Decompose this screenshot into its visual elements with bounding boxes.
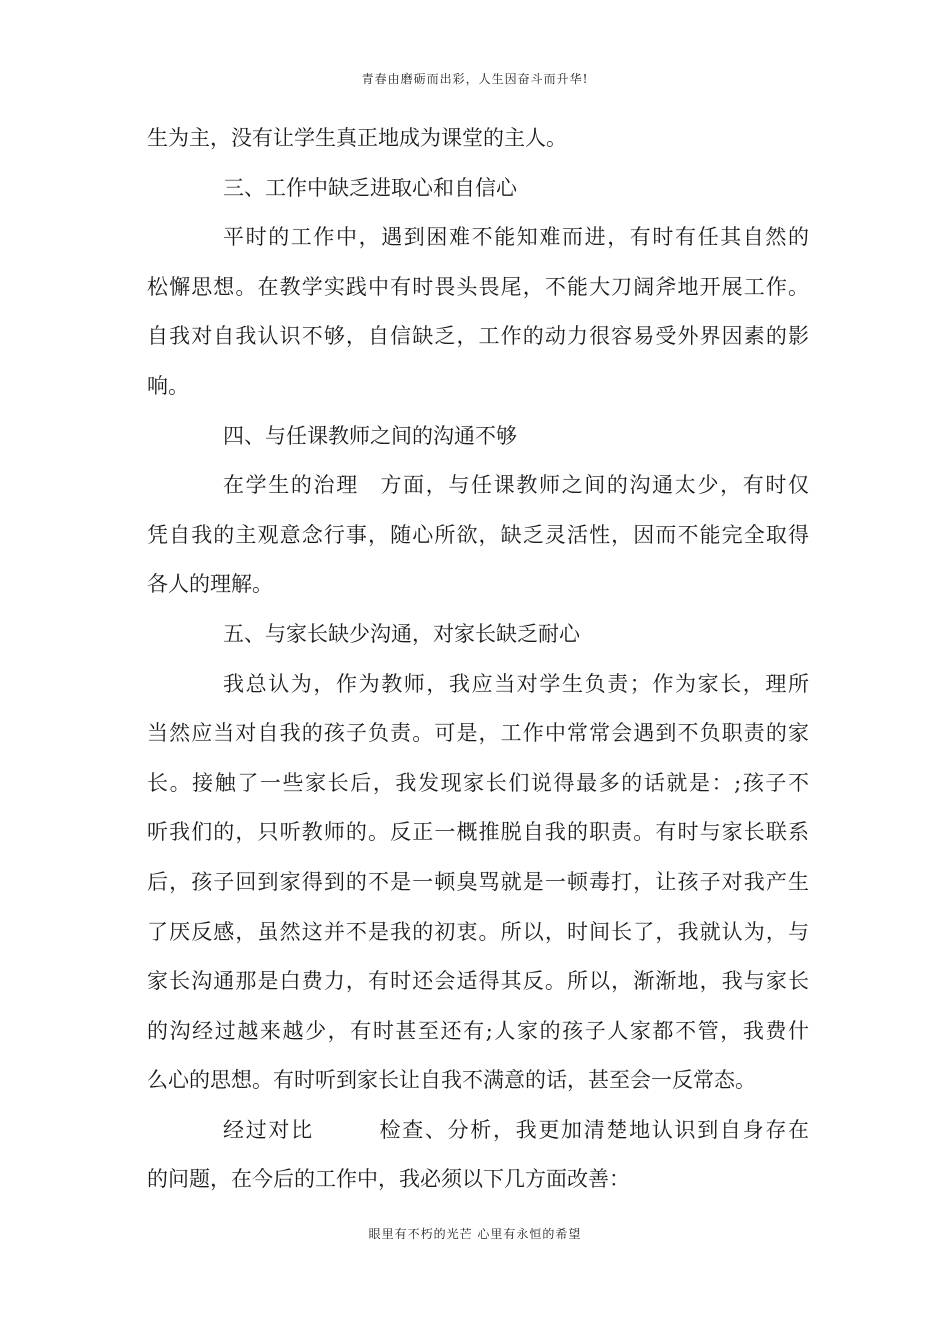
text-line: 的沟经过越来越少，有时甚至还有;人家的孩子人家都不管，我费什 — [147, 1018, 809, 1043]
text-line: 自我对自我认识不够，自信缺乏，工作的动力很容易受外界因素的影 — [147, 324, 809, 349]
text-segment: 检查、分析，我更加清楚地认识到自身存在 — [377, 1117, 809, 1142]
page-footer: 眼里有不朽的光芒 心里有永恒的希望 — [368, 1227, 582, 1241]
text-line: 么心的思想。有时听到家长让自我不满意的话，甚至会一反常态。 — [147, 1068, 756, 1093]
section-heading-4: 四、与任课教师之间的沟通不够 — [223, 423, 517, 448]
text-line — [147, 461, 809, 511]
text-line: 听我们的，只听教师的。反正一概推脱自我的职责。有时与家长联系 — [147, 820, 809, 845]
document-body — [147, 114, 809, 1205]
text-segment: 方面，与任课教师之间的沟通太少，有时仅 — [378, 473, 809, 498]
text-line: 的问题，在今后的工作中，我必须以下几方面改善： — [147, 1167, 630, 1192]
text-line: 家长沟通那是白费力，有时还会适得其反。所以，渐渐地，我与家长 — [147, 969, 809, 994]
text-line: 凭自我的主观意念行事，随心所欲，缺乏灵活性，因而不能完全取得 — [147, 522, 809, 547]
text-line: 了厌反感，虽然这并不是我的初衷。所以，时间长了，我就认为，与 — [147, 919, 809, 944]
page-header: 青春由磨砺而出彩，人生因奋斗而升华! — [361, 72, 589, 86]
text-segment: 经过对比 — [223, 1117, 314, 1142]
text-line: 响。 — [147, 373, 189, 398]
text-line: 当然应当对自我的孩子负责。可是，工作中常常会遇到不负职责的家 — [147, 721, 809, 746]
text-line: 平时的工作中，遇到困难不能知难而进，有时有任其自然的 — [223, 225, 809, 250]
text-line: 各人的理解。 — [147, 572, 273, 597]
text-line: 后，孩子回到家得到的不是一顿臭骂就是一顿毒打，让孩子对我产生 — [147, 869, 809, 894]
text-line: 我总认为，作为教师，我应当对学生负责；作为家长，理所 — [223, 671, 809, 696]
text-line: 松懈思想。在教学实践中有时畏头畏尾，不能大刀阔斧地开展工作。 — [147, 274, 809, 299]
text-line: 长。接触了一些家长后，我发现家长们说得最多的话就是：;孩子不 — [147, 770, 809, 795]
text-segment: 在学生的治理 — [223, 473, 359, 498]
section-heading-5: 五、与家长缺少沟通，对家长缺乏耐心 — [223, 621, 580, 646]
text-line: 生为主，没有让学生真正地成为课堂的主人。 — [147, 126, 567, 150]
section-heading-3: 三、工作中缺乏进取心和自信心 — [223, 175, 517, 200]
text-line — [147, 1106, 809, 1156]
